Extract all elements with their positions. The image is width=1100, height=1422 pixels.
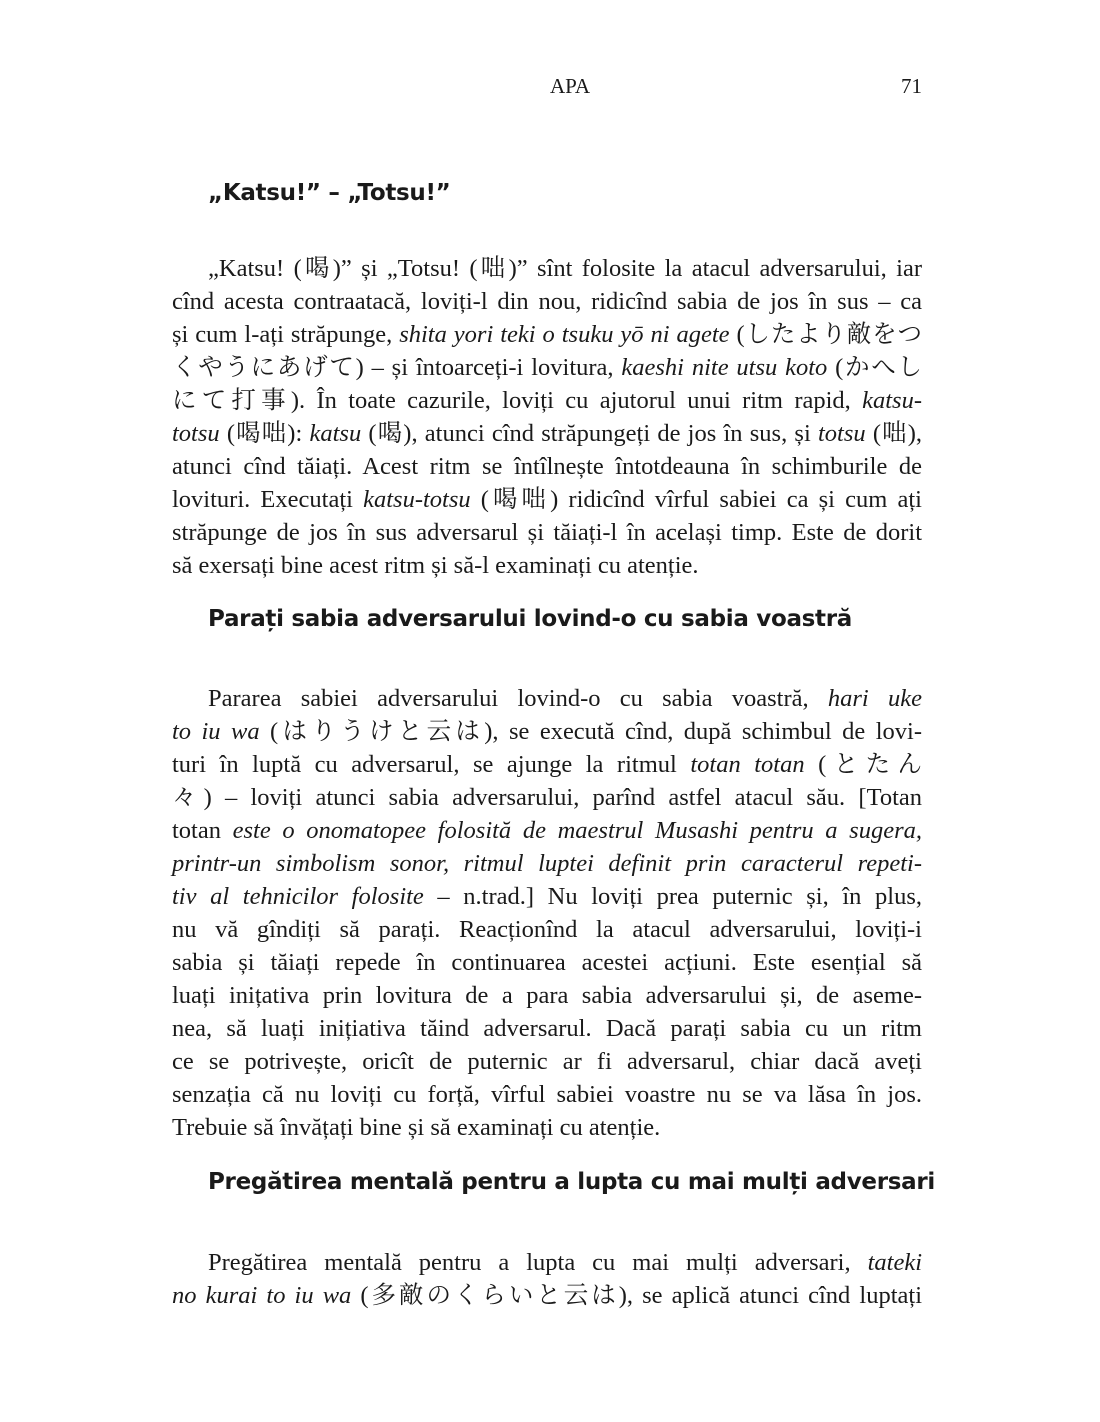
italic-term: no kurai to iu wa [172,1282,352,1309]
text-line [172,748,922,781]
italic-term: totsu [818,420,866,447]
section-heading-many-opponents: Pregătirea mentală pentru a lupta cu mai mulți adversari [208,1169,935,1195]
section-heading-katsu-totsu: „Katsu!” – „Totsu!” [208,180,451,206]
text-line [172,1012,922,1045]
text-run: (咄), [865,420,923,447]
text-run: (とたん [804,751,922,778]
text-run: luați inițativa prin lovitura de a para sabia adversarului și, de aseme- [172,982,922,1009]
text-line [172,351,922,384]
text-run: senzația că nu loviți cu forță, vîrful sabiei voastre nu se va lăsa în jos. [172,1081,922,1108]
text-line [172,318,922,351]
italic-term: este o onomatopee folosită de maestrul Musashi pentru a sugera, [232,817,922,844]
paragraph-parry [172,682,922,1144]
text-run: Pregătirea mentală pentru a lupta cu mai mulți adversari, [208,1249,868,1276]
text-line [172,979,922,1012]
text-run: (かへし [827,354,922,381]
text-run: (はりうけと云は), se execută cînd, după schimbul de lovi- [259,718,922,745]
text-run: ce se potrivește, oricît de puternic ar fi adversarul, chiar dacă aveți [172,1048,922,1075]
italic-term: tateki [867,1249,922,1276]
text-line [172,450,922,483]
text-line [172,516,922,549]
text-line [172,847,922,880]
italic-term: katsu- [862,387,922,414]
text-run: lovituri. Executați [172,486,364,513]
text-run: turi în luptă cu adversarul, se ajunge la ritmul [172,751,691,778]
italic-term: tiv al tehnicilor folosite [172,883,424,910]
text-line [172,781,922,814]
text-run: (したより敵をつ [729,321,922,348]
text-run: străpunge de jos în sus adversarul și tăiați-l în același timp. Este de dorit [172,519,922,546]
text-run: くやうにあげて) – și întoarceți-i lovitura, [172,354,622,381]
text-line [172,1279,922,1312]
text-run: Trebuie să învățați bine și să examinați cu atenție. [172,1114,661,1141]
paragraph-many-opponents [172,1246,922,1312]
text-run: (喝咄) ridicînd vîrful sabiei ca și cum ați [470,486,922,513]
text-run: sabia și tăiați repede în continuarea acestei acțiuni. Este esențial să [172,949,922,976]
italic-term: printr-un simbolism sonor, ritmul luptei definit prin caracterul repeti- [172,850,922,877]
running-title: APA [550,74,591,98]
text-line [172,417,922,450]
text-run: にて打事). În toate cazurile, loviți cu ajutorul unui ritm rapid, [172,387,863,414]
italic-term: hari uke [827,685,922,712]
text-run: nu vă gîndiți să parați. Reacționînd la atacul adversarului, loviți-i [172,916,922,943]
text-run: cînd acesta contraatacă, loviți-l din nou, ridicînd sabia de jos în sus – ca [172,288,922,315]
text-line [172,715,922,748]
italic-term: totan totan [690,751,805,778]
italic-term: shita yori teki o tsuku yō ni agete [399,321,730,348]
text-run: nea, să luați inițiativa tăind adversarul. Dacă parați sabia cu un ritm [172,1015,922,1042]
text-run: Pararea sabiei adversarului lovind-o cu sabia voastră, [208,685,828,712]
italic-term: kaeshi nite utsu koto [621,354,828,381]
text-line [172,483,922,516]
text-line [172,682,922,715]
italic-term: katsu-totsu [363,486,471,513]
text-run: și cum l-ați străpunge, [172,321,400,348]
text-line [172,252,922,285]
text-run: atunci cînd tăiați. Acest ritm se întîlnește întotdeauna în schimburile de [172,453,922,480]
text-line [172,384,922,417]
text-line [172,913,922,946]
italic-term: totsu [172,420,220,447]
text-run: (喝), atunci cînd străpungeți de jos în sus, și [361,420,818,447]
paragraph-katsu-totsu [172,252,922,582]
text-run: 々) – loviți atunci sabia adversarului, parînd astfel atacul său. [Totan [172,784,922,811]
text-run: – n.trad.] Nu loviți prea puternic și, în plus, [423,883,922,910]
text-line [172,1111,922,1144]
section-heading-parry: Parați sabia adversarului lovind-o cu sabia voastră [208,606,853,632]
text-run: să exersați bine acest ritm și să-l examinați cu atenție. [172,552,699,579]
text-line [172,549,922,582]
text-run: totan [172,817,233,844]
italic-term: katsu [309,420,362,447]
text-line [172,814,922,847]
text-run: „Katsu! (喝)” și „Totsu! (咄)” sînt folosite la atacul adversarului, iar [208,255,922,282]
text-line [172,1078,922,1111]
text-line [172,946,922,979]
text-run: (喝咄): [219,420,310,447]
text-line [172,880,922,913]
page-number: 71 [901,74,922,98]
text-run: (多敵のくらいと云は), se aplică atunci cînd luptați [351,1282,923,1309]
italic-term: to iu wa [172,718,260,745]
text-line [172,1045,922,1078]
text-line [172,1246,922,1279]
text-line [172,285,922,318]
